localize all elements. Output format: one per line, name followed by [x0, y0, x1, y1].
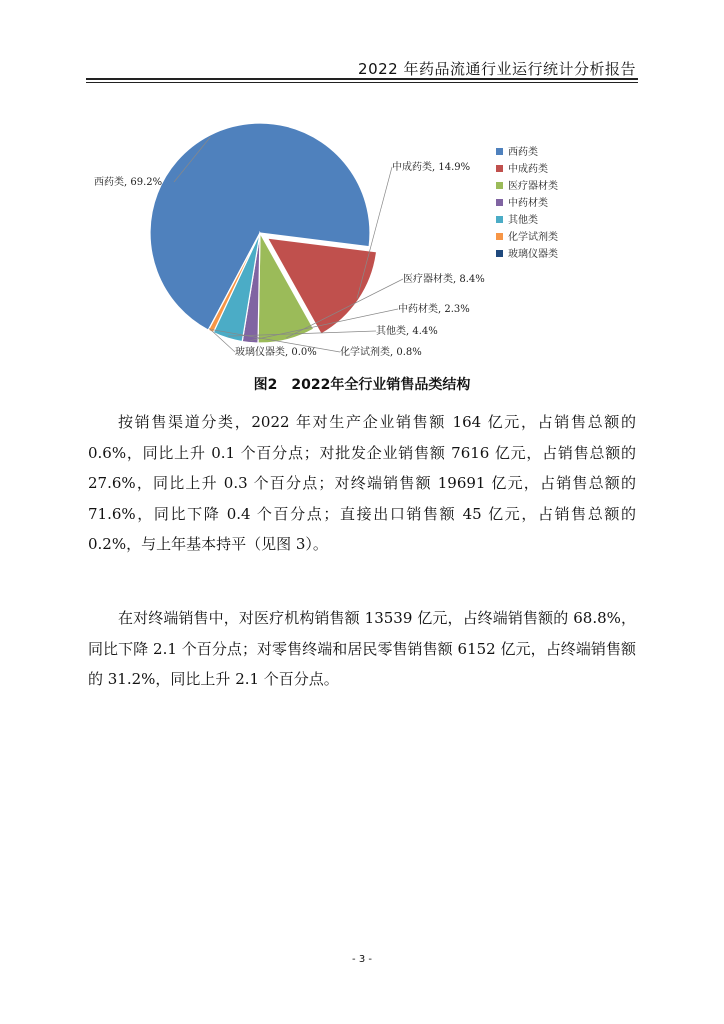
data-label-2: 中成药类, 14.9%	[392, 162, 471, 173]
page-number: - 3 -	[352, 954, 372, 965]
legend-swatch-4	[496, 199, 503, 206]
data-label-6: 化学试剂类, 0.8%	[340, 347, 422, 358]
legend-label-6: 化学试剂类	[508, 232, 558, 243]
data-label-5: 其他类, 4.4%	[376, 326, 438, 337]
legend-swatch-1	[496, 148, 503, 155]
data-label-1: 西药类, 69.2%	[94, 177, 163, 188]
legend-label-5: 其他类	[508, 215, 538, 226]
legend-label-4: 中药材类	[508, 198, 548, 209]
legend-swatch-5	[496, 216, 503, 223]
report-header-title: 2022 年药品流通行业运行统计分析报告	[358, 60, 636, 78]
legend-label-2: 中成药类	[508, 164, 548, 175]
header-rule	[86, 78, 638, 80]
legend-label-3: 医疗器材类	[508, 181, 558, 192]
data-label-4: 中药材类, 2.3%	[398, 304, 470, 315]
sales-category-pie-chart	[80, 115, 640, 375]
legend-swatch-7	[496, 250, 503, 257]
figure-caption: 图2 2022年全行业销售品类结构	[253, 377, 471, 393]
chart-legend	[496, 145, 558, 260]
header-rule-secondary	[86, 82, 638, 83]
pie-slices	[150, 123, 377, 343]
body-paragraph-2: 在对终端销售中，对医疗机构销售额 13539 亿元，占终端销售额的 68.8%，同比下降 2.1 个百分点；对零售终端和居民零售销售额 6152 亿元，占终端销售额的 31.2%，同比上升 2.1 个百分点。	[88, 609, 636, 688]
legend-label-7: 玻璃仪器类	[508, 249, 558, 260]
data-label-7: 玻璃仪器类, 0.0%	[235, 347, 317, 358]
legend-swatch-6	[496, 233, 503, 240]
legend-swatch-2	[496, 165, 503, 172]
legend-swatch-3	[496, 182, 503, 189]
data-label-3: 医疗器材类, 8.4%	[403, 274, 485, 285]
legend-label-1: 西药类	[508, 147, 538, 158]
body-paragraph-1: 按销售渠道分类，2022 年对生产企业销售额 164 亿元，占销售总额的 0.6%，同比上升 0.1 个百分点；对批发企业销售额 7616 亿元，占销售总额的 27.6%，同比上升 0.3 个百分点；对终端销售额 19691 亿元，占销售总额的 71.6%，同比下降 0.4 个百分点；直接出口销售额 45 亿元，占销售总额的 0.2%，与上年基本持平（见图 3）。	[88, 413, 636, 553]
